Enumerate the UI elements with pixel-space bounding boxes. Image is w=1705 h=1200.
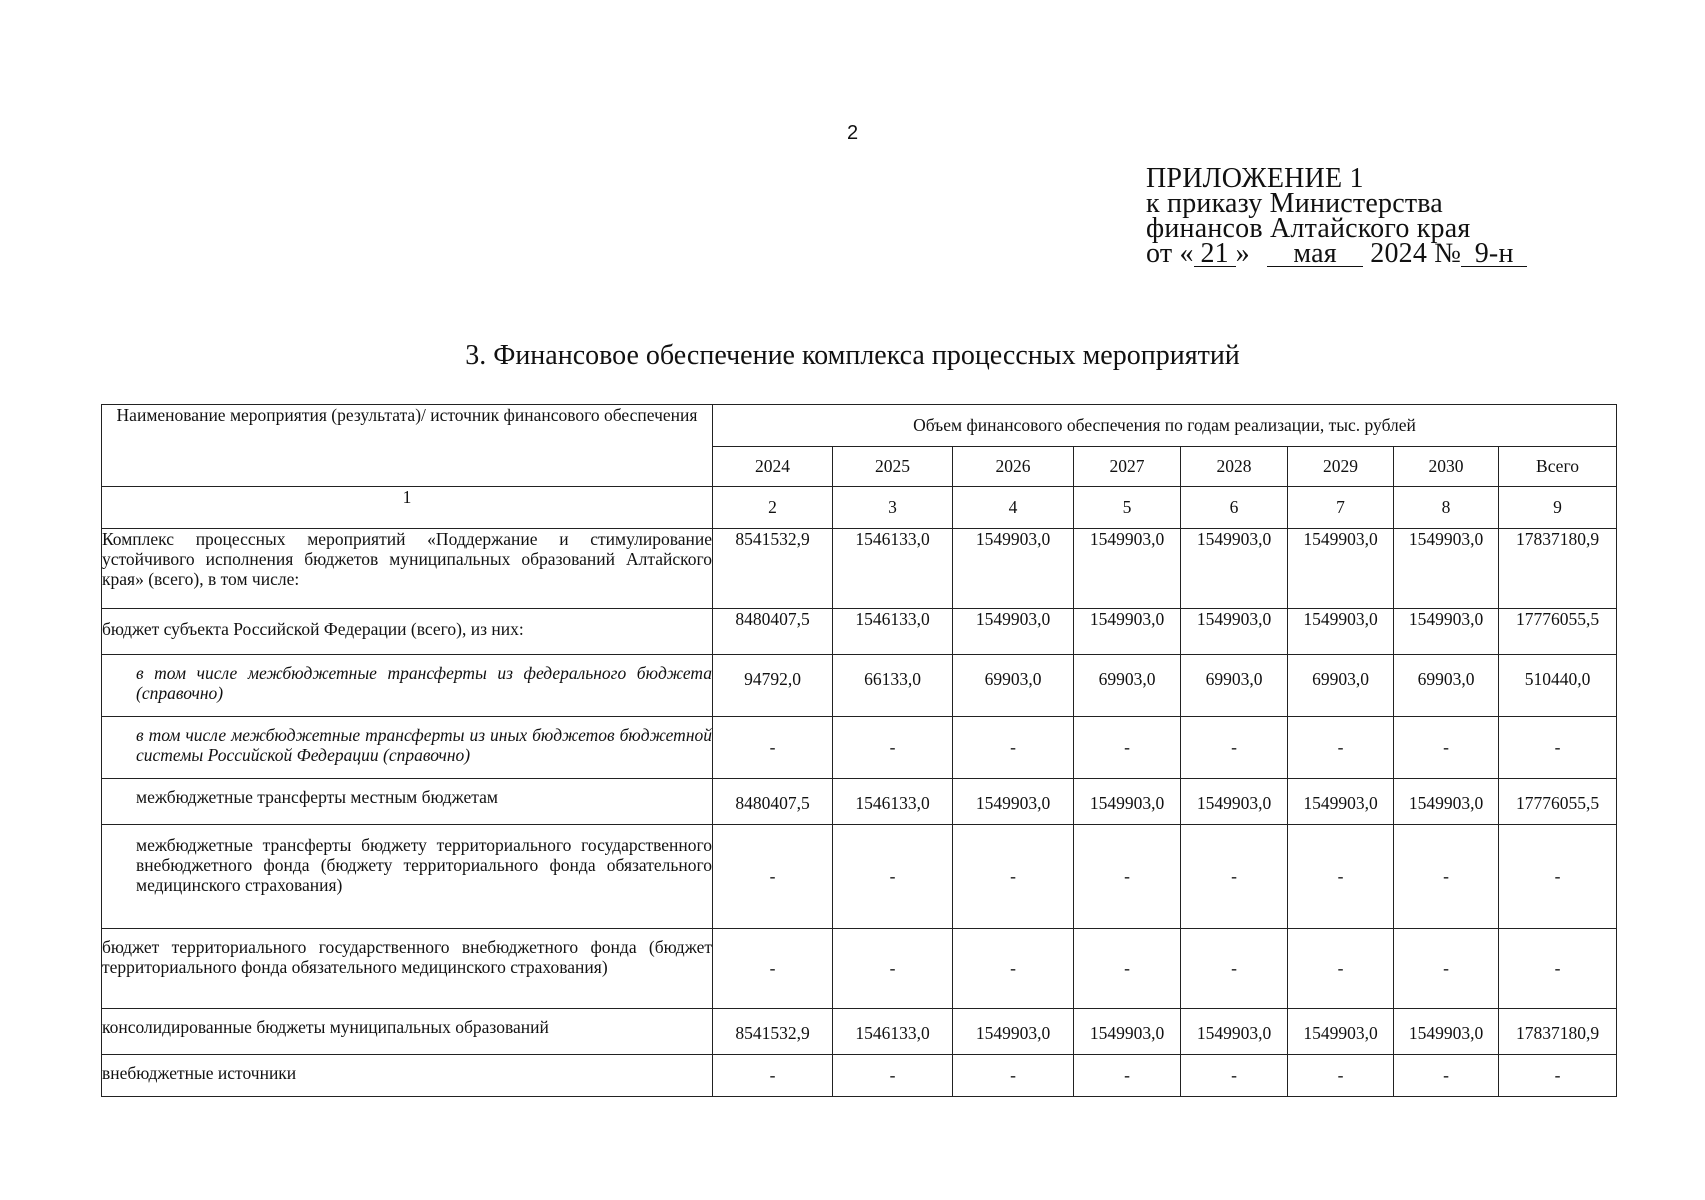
row-value: 1549903,0 [1074, 529, 1181, 609]
table-row [102, 529, 1617, 609]
row-value: 94792,0 [713, 655, 833, 717]
column-number-row [102, 487, 1617, 529]
row-value: - [1074, 717, 1181, 779]
row-value: - [833, 825, 953, 929]
row-name: консолидированные бюджеты муниципальных образований [102, 1009, 713, 1055]
row-value: 1549903,0 [1181, 1009, 1288, 1055]
row-value: - [713, 1055, 833, 1097]
row-value: - [1074, 1055, 1181, 1097]
table-row [102, 609, 1617, 655]
appendix-line-2: к приказу Министерства [1146, 188, 1443, 219]
header-name: Наименование мероприятия (результата)/ источник финансового обеспечения [102, 405, 713, 487]
row-name: бюджет территориального государственного внебюджетного фонда (бюджет территориального фонда обязательного медицинского страхования) [102, 929, 713, 1009]
row-value: 1549903,0 [1288, 1009, 1394, 1055]
row-value: - [1181, 1055, 1288, 1097]
order-number: 9-н [1461, 242, 1527, 267]
row-value: 8480407,5 [713, 779, 833, 825]
row-value: - [713, 825, 833, 929]
row-value: - [1499, 825, 1617, 929]
row-value: 1549903,0 [1394, 779, 1499, 825]
appendix-date-line [1146, 238, 1527, 269]
header-group: Объем финансового обеспечения по годам реализации, тыс. рублей [713, 405, 1617, 447]
header-year: 2026 [953, 447, 1074, 487]
row-name: Комплекс процессных мероприятий «Поддержание и стимулирование устойчивого исполнения бюджетов муниципальных образований Алтайского края» (всего), в том числе: [102, 529, 713, 609]
row-value: 66133,0 [833, 655, 953, 717]
row-value: - [833, 717, 953, 779]
row-name: в том числе межбюджетные трансферты из федерального бюджета (справочно) [102, 655, 713, 717]
column-number: 5 [1074, 487, 1181, 529]
table-row [102, 655, 1617, 717]
row-name: межбюджетные трансферты бюджету территориального государственного внебюджетного фонда (бюджету территориального фонда обязательного медицинского страхования) [102, 825, 713, 929]
row-value: 1549903,0 [1181, 609, 1288, 655]
row-value: 1549903,0 [1394, 529, 1499, 609]
date-year: 2024 № [1370, 238, 1462, 269]
table-row [102, 779, 1617, 825]
row-value: 69903,0 [1074, 655, 1181, 717]
row-value: 1546133,0 [833, 779, 953, 825]
row-value: 510440,0 [1499, 655, 1617, 717]
column-number: 9 [1499, 487, 1617, 529]
row-name: внебюджетные источники [102, 1055, 713, 1097]
header-year: 2027 [1074, 447, 1181, 487]
header-year: 2028 [1181, 447, 1288, 487]
row-value: 1549903,0 [953, 609, 1074, 655]
column-number: 1 [102, 487, 713, 529]
row-value: - [1394, 717, 1499, 779]
row-value: - [713, 929, 833, 1009]
row-value: - [953, 929, 1074, 1009]
row-value: 17837180,9 [1499, 1009, 1617, 1055]
row-value: - [1394, 825, 1499, 929]
row-value: - [833, 1055, 953, 1097]
column-number: 2 [713, 487, 833, 529]
row-value: 1549903,0 [1394, 609, 1499, 655]
header-year: 2025 [833, 447, 953, 487]
appendix-title: ПРИЛОЖЕНИЕ 1 [1146, 163, 1364, 194]
row-value: 1549903,0 [1074, 779, 1181, 825]
table-row [102, 1055, 1617, 1097]
row-value: - [1074, 825, 1181, 929]
row-value: 1549903,0 [1181, 529, 1288, 609]
header-year: 2029 [1288, 447, 1394, 487]
row-value: 8541532,9 [713, 1009, 833, 1055]
row-value: 17776055,5 [1499, 609, 1617, 655]
header-year: 2024 [713, 447, 833, 487]
table-row [102, 717, 1617, 779]
row-value: - [1499, 929, 1617, 1009]
date-month: мая [1267, 242, 1363, 267]
row-value: 8541532,9 [713, 529, 833, 609]
header-row-group [102, 405, 1617, 447]
row-value: - [1074, 929, 1181, 1009]
row-value: - [1394, 929, 1499, 1009]
row-value: - [1288, 1055, 1394, 1097]
row-value: 1549903,0 [953, 529, 1074, 609]
row-value: 1546133,0 [833, 1009, 953, 1055]
row-name: бюджет субъекта Российской Федерации (всего), из них: [102, 609, 713, 655]
date-prefix: от « [1146, 238, 1194, 269]
row-value: 17837180,9 [1499, 529, 1617, 609]
row-value: 1549903,0 [1074, 609, 1181, 655]
row-value: 1546133,0 [833, 609, 953, 655]
row-value: - [1288, 717, 1394, 779]
row-value: - [953, 717, 1074, 779]
header-total: Всего [1499, 447, 1617, 487]
row-value: 69903,0 [1288, 655, 1394, 717]
column-number: 3 [833, 487, 953, 529]
row-value: - [1288, 825, 1394, 929]
row-value: 17776055,5 [1499, 779, 1617, 825]
row-value: 1549903,0 [953, 779, 1074, 825]
table-row [102, 1009, 1617, 1055]
row-name: межбюджетные трансферты местным бюджетам [102, 779, 713, 825]
row-value: 1549903,0 [1394, 1009, 1499, 1055]
row-value: - [1181, 929, 1288, 1009]
appendix-block [1146, 163, 1527, 269]
row-value: - [1181, 717, 1288, 779]
row-value: - [713, 717, 833, 779]
date-day: 21 [1194, 242, 1236, 267]
row-value: 1549903,0 [1074, 1009, 1181, 1055]
date-day-suffix: » [1235, 238, 1250, 269]
row-value: 1549903,0 [1181, 779, 1288, 825]
row-value: - [1499, 717, 1617, 779]
row-value: 8480407,5 [713, 609, 833, 655]
row-value: 1549903,0 [1288, 529, 1394, 609]
table-row [102, 929, 1617, 1009]
row-value: - [953, 1055, 1074, 1097]
column-number: 6 [1181, 487, 1288, 529]
column-number: 4 [953, 487, 1074, 529]
row-value: 1549903,0 [1288, 609, 1394, 655]
row-value: 69903,0 [1181, 655, 1288, 717]
page-number: 2 [846, 122, 859, 144]
row-value: - [1181, 825, 1288, 929]
row-value: 1549903,0 [1288, 779, 1394, 825]
appendix-line-3: финансов Алтайского края [1146, 213, 1471, 244]
column-number: 8 [1394, 487, 1499, 529]
row-value: - [1288, 929, 1394, 1009]
header-year: 2030 [1394, 447, 1499, 487]
financing-table [101, 404, 1617, 1097]
row-value: 69903,0 [1394, 655, 1499, 717]
row-name: в том числе межбюджетные трансферты из иных бюджетов бюджетной системы Российской Федерации (справочно) [102, 717, 713, 779]
row-value: 1549903,0 [953, 1009, 1074, 1055]
row-value: - [1499, 1055, 1617, 1097]
row-value: - [953, 825, 1074, 929]
section-title: 3. Финансовое обеспечение комплекса процессных мероприятий [465, 340, 1240, 371]
column-number: 7 [1288, 487, 1394, 529]
row-value: - [833, 929, 953, 1009]
row-value: 69903,0 [953, 655, 1074, 717]
row-value: - [1394, 1055, 1499, 1097]
table-row [102, 825, 1617, 929]
row-value: 1546133,0 [833, 529, 953, 609]
